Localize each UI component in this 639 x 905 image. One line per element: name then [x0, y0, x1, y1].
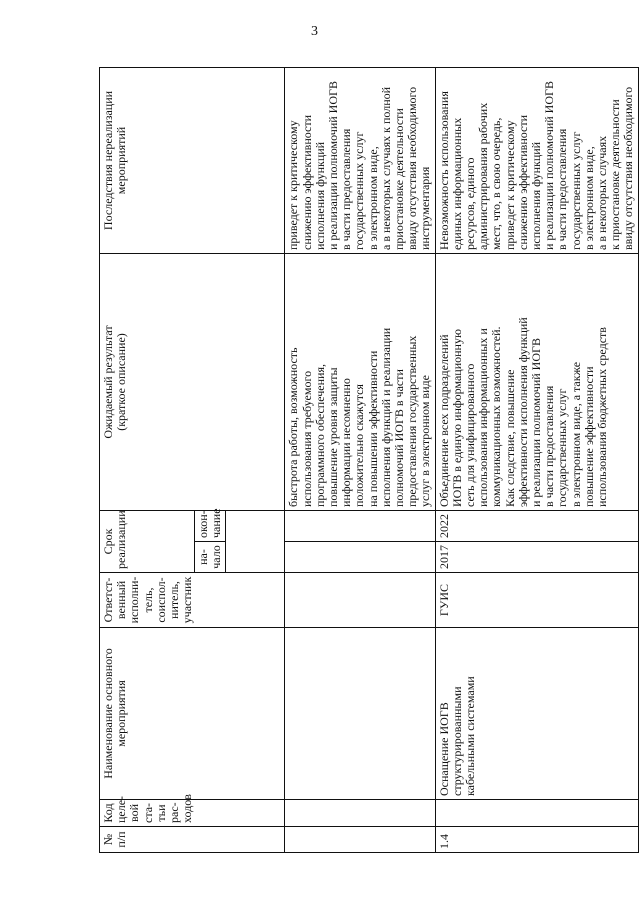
cell-result: быстрота работы, возможность использования требуемого программного обеспечения, повышение уровня защиты информации несомненно положительно скажутся на повышении эффективности исполнения функций и реализации полномочий ИОГВ в части предоставления государственных услуг в электронном виде — [285, 254, 435, 511]
cell-code — [435, 800, 638, 827]
table-header — [100, 68, 285, 853]
rotated-table-container — [99, 68, 636, 853]
cell-start — [285, 542, 435, 573]
header-term-start: на- чало — [195, 542, 226, 573]
header-term-end: окон- чание — [195, 511, 226, 542]
cell-consequences: Невозможность использования единых информационных ресурсов, единого администрирования рабочих мест, что, в свою очередь, приведет к критическому снижению эффективности исполнения функций и реализации полномочий ИОГВ в части предоставления государственных услуг в электронном виде, а в некоторых случаях к приостановке деятельности ввиду отсутствия необходимого — [435, 68, 638, 254]
header-consequences: Последствия нереализации мероприятий — [100, 68, 285, 254]
cell-name: Оснащение ИОГВ структурированными кабельными системами — [435, 628, 638, 800]
table-row — [435, 68, 638, 853]
table-row — [285, 68, 435, 853]
cell-name — [285, 628, 435, 800]
header-executor: Ответст- венный исполни- тель, соиспол- нитель, участник — [100, 573, 285, 628]
cell-num — [285, 827, 435, 853]
header-result: Ожидаемый результат (краткое описание) — [100, 254, 285, 511]
page-number: 3 — [311, 24, 318, 39]
cell-consequences: приведет к критическому снижению эффективности исполнения функций и реализации полномочий ИОГВ в части предоставления государственных услуг в электронном виде, а в некоторых случаях к полной приостановке деятельности ввиду отсутствия необходимого инструментария — [285, 68, 435, 254]
cell-end — [285, 511, 435, 542]
header-term: Срок реализации — [100, 511, 195, 573]
table-body — [285, 68, 638, 853]
cell-executor: ГУИС — [435, 573, 638, 628]
header-code: Код целе- вой ста- тьи рас- ходов — [100, 800, 285, 827]
header-name: Наименование основного мероприятия — [100, 628, 285, 800]
cell-result: Объединение всех подразделений ИОГВ в единую информационную сеть для унифицированного использования информационных и коммуникационных возможностей. Как следствие, повышение эффективности исполнения функций и реализации полномочий ИОГВ в части предоставления государственных услуг в электронном виде, а также повышение эффективности использования бюджетных средств — [435, 254, 638, 511]
cell-code — [285, 800, 435, 827]
cell-num: 1.4 — [435, 827, 638, 853]
cell-executor — [285, 573, 435, 628]
cell-start: 2017 — [435, 542, 638, 573]
cell-end: 2022 — [435, 511, 638, 542]
header-num: № п/п — [100, 827, 285, 853]
measures-table — [99, 67, 639, 853]
